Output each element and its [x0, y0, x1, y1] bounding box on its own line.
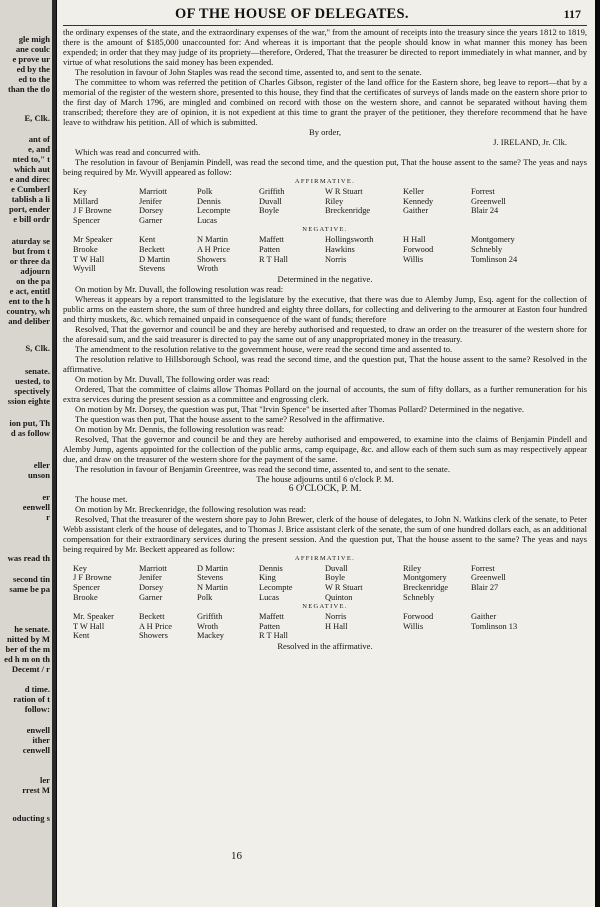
vote-row	[73, 593, 553, 603]
member-name: T W Hall	[73, 621, 105, 631]
member-name: D Martin	[197, 563, 228, 573]
member-name	[471, 216, 553, 226]
member-name: Willis	[403, 621, 424, 631]
member-name: Millard	[73, 196, 99, 206]
member-name: Montgomery	[471, 235, 515, 245]
member-name: Key	[73, 187, 87, 196]
paragraph: The resolution in favour of John Staples was read the second time, assented to, and sent to the senate.	[75, 67, 422, 77]
vote-row	[73, 197, 553, 207]
left-page-fragment: oducting s	[12, 813, 50, 823]
member-name: Quinton	[325, 592, 353, 602]
left-page-fragment: tablish a li	[11, 194, 50, 204]
left-page-fragment: senate.	[24, 366, 50, 376]
member-name: Blair 27	[471, 582, 499, 592]
member-name	[403, 216, 471, 226]
member-name: Mr Speaker	[73, 235, 113, 245]
left-page-fragment: ane coulc	[15, 44, 50, 54]
member-name: Duvall	[259, 196, 282, 206]
member-name: Duvall	[325, 563, 348, 573]
left-page-fragment: nted to," t	[12, 154, 50, 164]
paragraph: The amendment to the resolution relative to the government house, were read the second time and assented to.	[75, 343, 453, 354]
member-name	[403, 631, 471, 641]
paragraph: the ordinary expenses of the state, and the extraordinary expenses of the war," from the amount of receipts into the treasury since the years 1812 to 1819, there is the amount of $185,000 unaccounted for: And whereas it is important that the people should know in what manner this money has been expended; in order that they may judge of its propriety—therefore, Ordered, That the treasurer be directed to report immediately in what manner, and by virtue of what resolutions the said money has been expended.	[63, 27, 587, 67]
member-name	[471, 631, 553, 641]
vote-heading-negative: NEGATIVE.	[302, 603, 348, 611]
member-name: Dorsey	[139, 582, 164, 592]
member-name: Maffett	[259, 612, 284, 622]
left-page-fragment: ed by the	[16, 64, 50, 74]
member-name	[325, 216, 403, 226]
member-name: Marriott	[139, 187, 167, 196]
member-name: Lecompte	[197, 206, 231, 216]
member-name: Kent	[139, 235, 156, 245]
member-name	[471, 593, 553, 603]
member-name: Greenwell	[471, 573, 506, 583]
member-name: Beckett	[139, 612, 165, 622]
left-page-fragment: was read th	[7, 553, 50, 563]
left-page-fragment: e and direc	[9, 174, 50, 184]
determination: Resolved in the affirmative.	[277, 640, 373, 651]
left-page-fragment: d as follow	[10, 428, 50, 438]
left-page-fragment: ant of	[28, 134, 50, 144]
paragraph: The resolution in favour of Benjamin Greentree, was read the second time, assented to, and sent to the senate.	[75, 463, 450, 474]
vote-row	[73, 631, 553, 641]
vote-row	[73, 612, 553, 622]
determination: Determined in the negative.	[277, 273, 373, 284]
member-name: Lucas	[259, 592, 279, 602]
vote-table-affirmative	[73, 187, 553, 225]
member-name: H Hall	[325, 621, 348, 631]
book-binding	[52, 0, 56, 907]
member-name: H Hall	[403, 235, 426, 245]
member-name: Patten	[259, 244, 280, 254]
left-page-fragment: enwell	[26, 725, 50, 735]
paragraph: Whereas it appears by a report transmitted to the legislature by the executive, that there was due to Alemby Jump, Esq. agent for the collection of public arms on the eastern shore, the sum of three hundred and eighty three dollars, for collecting and delivering to the armourer at Easton four hundred and thirty muskets, &c. which remained unpaid in consequence of the want of funds; therefore	[63, 293, 587, 324]
clerk-signature: J. IRELAND, Jr. Clk.	[493, 137, 567, 147]
left-page-fragment: nitted by M	[7, 634, 50, 644]
paragraph: Resolved, That the governor and council be and they are hereby authorised and empowered, to examine into the claims of Benjamin Pindell and Alemby Jump, agents appointed for the collection of the public arms, camp equipage, &c. and allow each of them such sum as may respectively appear due, and draw on the treasurer of the western shore for the payment of the same.	[63, 433, 587, 464]
member-name: Forwood	[403, 612, 434, 622]
adjournment: The house adjourns until 6 o'clock P. M.	[256, 473, 394, 484]
vote-table-affirmative	[73, 564, 553, 602]
vote-heading-negative: NEGATIVE.	[302, 226, 348, 234]
member-name: Breckenridge	[325, 206, 371, 216]
member-name: R T Hall	[259, 254, 289, 264]
member-name: A H Price	[197, 244, 231, 254]
member-name	[325, 631, 403, 641]
vote-row	[73, 235, 553, 245]
page-header	[57, 6, 595, 24]
member-name: Stevens	[197, 573, 224, 583]
member-name	[471, 264, 553, 274]
member-name: Polk	[197, 592, 213, 602]
member-name: Blair 24	[471, 206, 499, 216]
member-name: Spencer	[73, 215, 100, 225]
member-name: Griffith	[197, 612, 223, 622]
left-page-fragment: second tin	[12, 574, 50, 584]
vote-row	[73, 206, 553, 216]
printer-signature-mark: 16	[231, 850, 242, 862]
vote-row	[73, 622, 553, 632]
left-page-fragment: than the tlo	[7, 84, 50, 94]
vote-row	[73, 564, 553, 574]
left-page-fragment: e prove ur	[12, 54, 50, 64]
header-rule	[63, 25, 587, 26]
member-name: N Martin	[197, 235, 228, 245]
member-name: Griffith	[259, 187, 285, 196]
member-name: Dennis	[197, 196, 221, 206]
page-edge	[595, 0, 600, 907]
left-page-fragment: eenwell	[22, 502, 50, 512]
left-page-fragment: ber of the m	[5, 644, 50, 654]
member-name: Forwood	[403, 244, 434, 254]
member-name: Brooke	[73, 244, 98, 254]
member-name: Marriott	[139, 563, 167, 573]
member-name: Forrest	[471, 563, 495, 573]
left-page-fragment: on the pa	[16, 276, 50, 286]
left-page-fragment: he senate.	[14, 624, 50, 634]
member-name: W R Stuart	[325, 582, 363, 592]
left-page-fragment: ler	[39, 775, 50, 785]
paragraph: Resolved, That the governor and council be and they are hereby authorised and requested, to draw an order on the treasurer of the western shore for the aforesaid sum, and the said treasurer is directed to pay the same out of any unappropriated money in the treasury.	[63, 323, 587, 344]
member-name: Patten	[259, 621, 280, 631]
member-name: Forrest	[471, 187, 495, 196]
vote-row	[73, 216, 553, 226]
left-page-fragment: e, and	[28, 144, 50, 154]
member-name: Wroth	[197, 621, 219, 631]
member-name: J F Browne	[73, 206, 112, 216]
member-name: Norris	[325, 612, 347, 622]
running-title: OF THE HOUSE OF DELEGATES.	[175, 6, 409, 22]
member-name: Polk	[197, 187, 213, 196]
member-name: Tomlinson 24	[471, 254, 518, 264]
left-page-fragment: country, wh	[6, 306, 50, 316]
left-page-fragment: e Cumberl	[11, 184, 50, 194]
paragraph: Resolved, That the treasurer of the western shore pay to John Brewer, clerk of the house of delegates, to John N. Watkins clerk of the senate, to Peter Webb assistant clerk of the house of delegates, and to Thomas J. Brice assistant clerk of the senate, the sum of one hundred dollars each, as an additional compensation for their extraordinary services during the present session. And the question put, That the house assent to the same? The yeas and nays being required by Mr. Beckett appeared as follow:	[63, 513, 587, 554]
member-name: Mackey	[197, 631, 224, 641]
member-name: King	[259, 573, 276, 583]
left-page-fragment: ion put, Th	[9, 418, 50, 428]
member-name: Hollingsworth	[325, 235, 374, 245]
member-name: Tomlinson 13	[471, 621, 518, 631]
member-name: Dennis	[259, 563, 283, 573]
member-name: Garner	[139, 215, 163, 225]
member-name: Boyle	[325, 573, 346, 583]
left-page-fragment: ither	[32, 735, 50, 745]
left-page-fragment: r	[46, 512, 50, 522]
member-name: Keller	[403, 187, 424, 196]
vote-row	[73, 187, 553, 197]
vote-row	[73, 245, 553, 255]
left-page-fragment: d time.	[24, 684, 50, 694]
member-name: Willis	[403, 254, 424, 264]
member-name: Boyle	[259, 206, 280, 216]
member-name: Gaither	[471, 612, 497, 622]
member-name: Wyvill	[73, 264, 96, 274]
member-name: Kennedy	[403, 196, 434, 206]
member-name: Key	[73, 563, 87, 573]
member-name: Norris	[325, 254, 347, 264]
member-name	[259, 264, 325, 274]
member-name: Schnebly	[403, 592, 435, 602]
left-page-fragment: e bill ordr	[13, 214, 50, 224]
left-page-fragment: adjourn	[20, 266, 50, 276]
paragraph: On motion by Mr. Dorsey, the question was put, That "Irvin Spence" be inserted after Thomas Pollard? Determined in the negative.	[75, 403, 525, 414]
member-name: T W Hall	[73, 254, 105, 264]
left-page-fragment: follow:	[24, 704, 50, 714]
left-page-fragment: eller	[33, 460, 50, 470]
left-page-fragment: S, Clk.	[25, 343, 50, 353]
left-page-fragment: rrest M	[22, 785, 50, 795]
vote-row	[73, 573, 553, 583]
vote-row	[73, 264, 553, 274]
left-page-fragment: E, Clk.	[24, 113, 50, 123]
member-name: Riley	[325, 196, 344, 206]
member-name: Breckenridge	[403, 582, 449, 592]
member-name: W R Stuart	[325, 187, 363, 196]
left-page-fragment: same be pa	[9, 584, 50, 594]
member-name: Showers	[139, 631, 168, 641]
member-name: Brooke	[73, 592, 98, 602]
session-time: 6 O'CLOCK, P. M.	[288, 483, 362, 494]
paragraph: The question was then put, That the house assent to the same? Resolved in the affirmative.	[75, 413, 385, 424]
member-name: Beckett	[139, 244, 165, 254]
left-page-fragment: ration of t	[13, 694, 50, 704]
member-name: R T Hall	[259, 631, 289, 641]
left-page-fragment: Decemt / r	[11, 664, 50, 674]
member-name: Maffett	[259, 235, 284, 245]
paragraph: The resolution in favour of Benjamin Pindell, was read the second time, and the question put, That the house assent to the same? The yeas and nays being required by Mr. Wyvill appeared as follow:	[63, 157, 587, 177]
member-name: Jenifer	[139, 196, 162, 206]
member-name	[403, 264, 471, 274]
member-name	[259, 216, 325, 226]
member-name: Showers	[197, 254, 226, 264]
adjacent-left-page	[0, 0, 54, 907]
left-page-fragment: ed to the	[18, 74, 50, 84]
member-name: Wroth	[197, 264, 219, 274]
paragraph: On motion by Mr. Duvall, The following order was read:	[75, 373, 270, 384]
member-name: Mr. Speaker	[73, 612, 114, 622]
vote-heading-affirmative: AFFIRMATIVE.	[294, 554, 356, 562]
paragraph: On motion by Mr. Duvall, the following resolution was read:	[75, 283, 284, 294]
member-name: Gaither	[403, 206, 429, 216]
paragraph: The house met.	[75, 493, 128, 504]
member-name: Garner	[139, 592, 163, 602]
member-name: Greenwell	[471, 196, 506, 206]
left-page-fragment: e act, entitl	[9, 286, 50, 296]
left-page-fragment: ssion eighte	[7, 396, 50, 406]
member-name: Lucas	[197, 215, 217, 225]
member-name: Jenifer	[139, 573, 162, 583]
journal-body	[63, 27, 587, 651]
left-page-fragment: ent to the h	[8, 296, 50, 306]
left-page-fragment: uested, to	[15, 376, 50, 386]
member-name: J F Browne	[73, 573, 112, 583]
member-name	[325, 264, 403, 274]
vote-heading-affirmative: AFFIRMATIVE.	[294, 178, 356, 185]
left-page-fragment: spectively	[14, 386, 50, 396]
left-page-fragment: gle migh	[18, 34, 50, 44]
left-page-fragment: which aut	[13, 164, 50, 174]
member-name: Hawkins	[325, 244, 355, 254]
left-page-fragment: ed h m on th	[4, 654, 50, 664]
paragraph: On motion by Mr. Breckenridge, the following resolution was read:	[75, 503, 306, 514]
member-name: Spencer	[73, 582, 100, 592]
paragraph: On motion by Mr. Dennis, the following resolution was read:	[75, 423, 285, 434]
member-name: Kent	[73, 631, 90, 641]
vote-table-negative	[73, 612, 553, 641]
left-page-fragment: cenwell	[22, 745, 50, 755]
left-page-fragment: or three da	[9, 256, 50, 266]
page	[57, 0, 595, 907]
member-name: Montgomery	[403, 573, 447, 583]
member-name: D Martin	[139, 254, 170, 264]
paragraph: Ordered, That the committee of claims allow Thomas Pollard on the journal of accounts, the sum of fifty dollars, as a further remuneration for his extra services during the present session as a committee and engrossing clerk.	[63, 383, 587, 404]
vote-row	[73, 255, 553, 265]
vote-row	[73, 583, 553, 593]
left-page-fragment: but from t	[12, 246, 50, 256]
paragraph: Which was read and concurred with.	[75, 147, 201, 157]
left-page-fragment: unson	[28, 470, 50, 480]
left-page-fragment: port, ender	[8, 204, 50, 214]
member-name: A H Price	[139, 621, 173, 631]
left-page-fragment: er	[42, 492, 50, 502]
by-order: By order,	[309, 127, 341, 137]
paragraph: The committee to whom was referred the petition of Charles Gibson, register of the land office for the Eastern shore, beg leave to report—that by a memorial of the register of the western shore, presented to this house, they find that the certificates of surveys of lands made on the eastern shore prior to the first day of March 1796, are mingled and combined on record with those on the western shore, and cannot be separated without having them transcribed; therefore they are of opinion, it is not expedient at this time to grant the prayer of the petitioner, they therefore recommend that he have leave to withdraw his petition. All of which is submitted.	[63, 77, 587, 127]
paragraph: The resolution relative to Hillsborough School, was read the second time, and the question put, That the house assent to the same? Resolved in the affirmative.	[63, 353, 587, 374]
member-name: Stevens	[139, 264, 166, 274]
left-page-fragment: and deliber	[8, 316, 50, 326]
left-page-fragment: aturday se	[11, 236, 50, 246]
member-name: Dorsey	[139, 206, 164, 216]
member-name: Riley	[403, 563, 422, 573]
member-name: Schnebly	[471, 244, 503, 254]
member-name: Lecompte	[259, 582, 293, 592]
page-number: 117	[563, 7, 581, 21]
member-name: N Martin	[197, 582, 228, 592]
vote-table-negative	[73, 235, 553, 273]
